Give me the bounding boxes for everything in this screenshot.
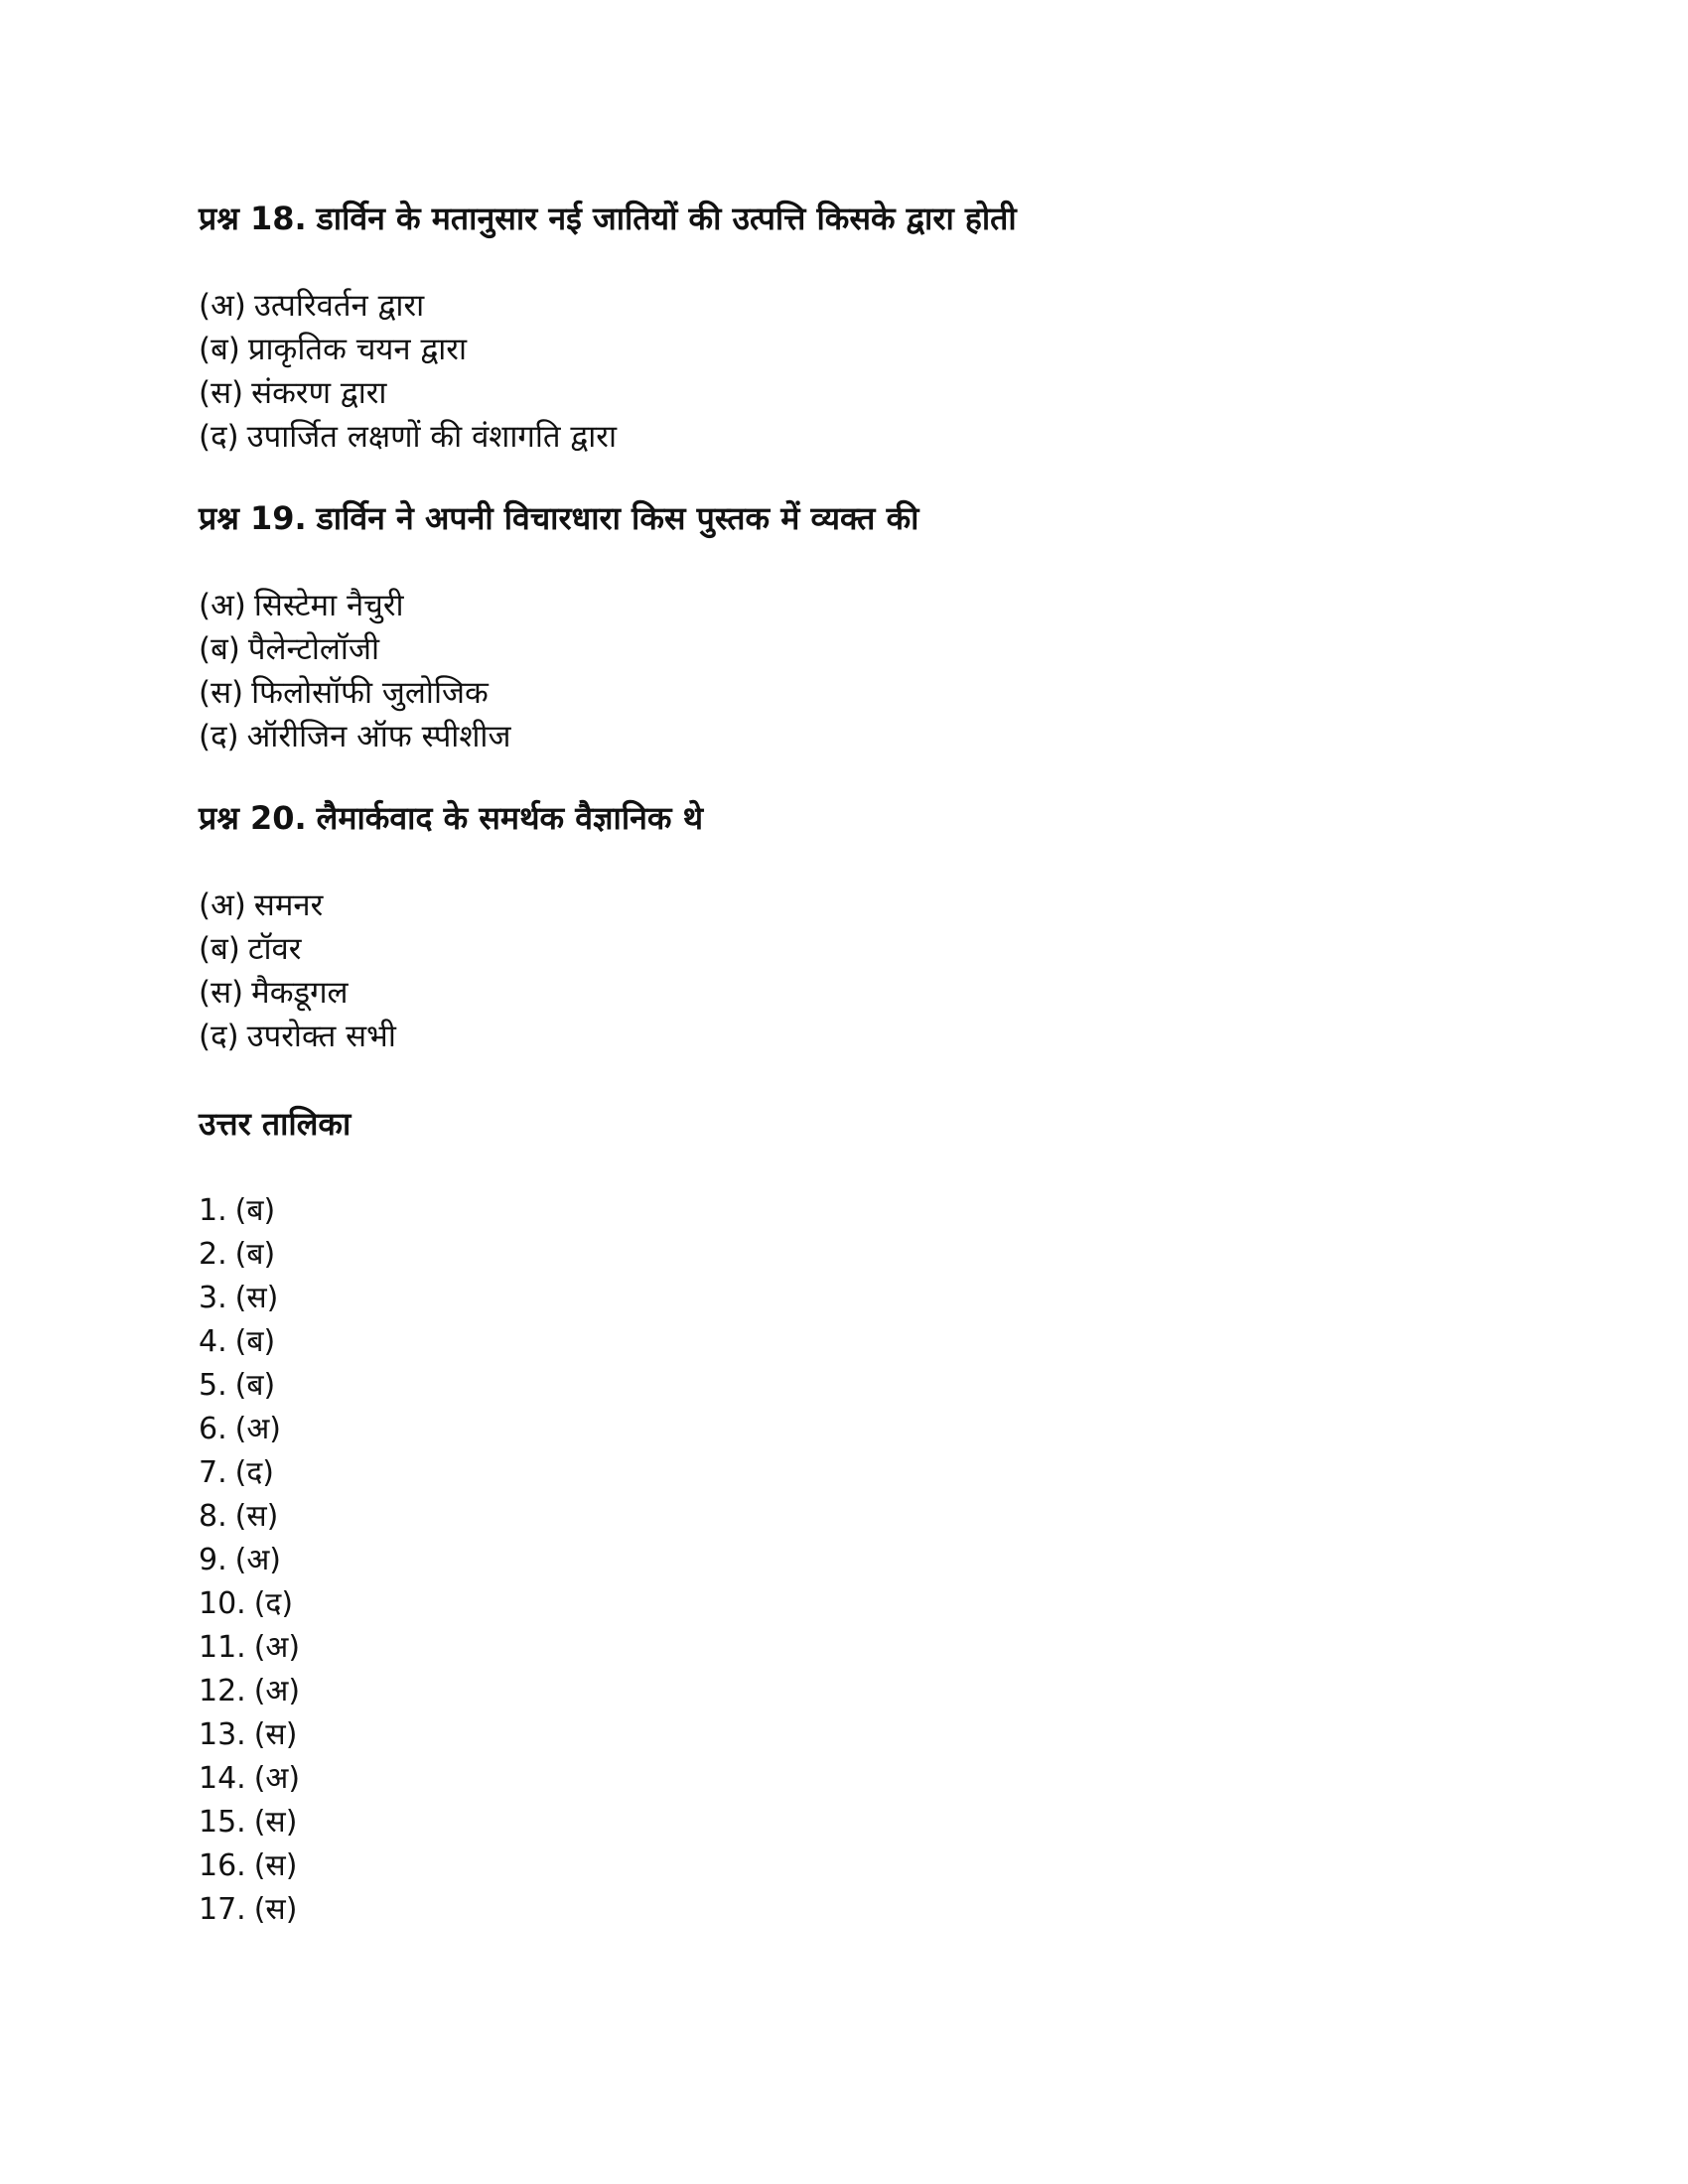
- option-d: [199, 415, 1489, 459]
- answer-number: 12.: [199, 1674, 246, 1708]
- answer-item: [199, 1277, 1489, 1320]
- answer-number: 3.: [199, 1281, 227, 1315]
- answer-item: [199, 1320, 1489, 1364]
- option-c: [199, 671, 1489, 715]
- option-key: (अ): [199, 288, 246, 324]
- option-key: (द): [199, 419, 239, 455]
- answer-value: (स): [253, 1848, 298, 1883]
- option-c: [199, 971, 1489, 1015]
- answer-item: [199, 1670, 1489, 1713]
- answer-number: 9.: [199, 1543, 227, 1577]
- answer-number: 14.: [199, 1761, 246, 1796]
- answer-value: (स): [234, 1499, 279, 1534]
- question-number: प्रश्न 19.: [199, 499, 307, 537]
- option-key: (ब): [199, 332, 240, 367]
- answer-item: [199, 1757, 1489, 1801]
- answer-item: [199, 1844, 1489, 1888]
- question-19: [199, 496, 1489, 758]
- question-text: लैमार्कवाद के समर्थक वैज्ञानिक थे: [316, 799, 704, 837]
- option-text: सिस्टेमा नैचुरी: [253, 588, 404, 623]
- answer-number: 17.: [199, 1892, 246, 1927]
- option-text: मैकडूगल: [251, 975, 349, 1011]
- answer-value: (स): [253, 1717, 298, 1752]
- answer-number: 11.: [199, 1630, 246, 1665]
- option-list: [199, 284, 1489, 459]
- option-a: [199, 584, 1489, 627]
- option-key: (स): [199, 375, 244, 411]
- option-d: [199, 1015, 1489, 1058]
- answer-value: (ब): [234, 1324, 276, 1359]
- option-text: उत्परिवर्तन द्वारा: [253, 288, 425, 324]
- answer-item: [199, 1408, 1489, 1451]
- option-text: उपार्जित लक्षणों की वंशागति द्वारा: [246, 419, 617, 455]
- option-key: (स): [199, 975, 244, 1011]
- answer-item: [199, 1495, 1489, 1539]
- option-key: (अ): [199, 887, 246, 923]
- answer-list: [199, 1189, 1489, 1932]
- answer-item: [199, 1582, 1489, 1626]
- option-text: ऑरीजिन ऑफ स्पीशीज: [246, 719, 511, 754]
- answer-number: 8.: [199, 1499, 227, 1534]
- option-text: संकरण द्वारा: [251, 375, 387, 411]
- option-key: (अ): [199, 588, 246, 623]
- answer-value: (अ): [253, 1761, 301, 1796]
- answer-value: (द): [234, 1455, 274, 1490]
- option-b: [199, 328, 1489, 371]
- option-text: टॉवर: [247, 931, 302, 967]
- answer-item: [199, 1888, 1489, 1932]
- option-d: [199, 715, 1489, 758]
- answer-number: 7.: [199, 1455, 227, 1490]
- answer-value: (द): [253, 1586, 294, 1621]
- answer-number: 16.: [199, 1848, 246, 1883]
- option-key: (स): [199, 675, 244, 711]
- answer-value: (स): [234, 1281, 279, 1315]
- answer-item: [199, 1801, 1489, 1844]
- answer-item: [199, 1189, 1489, 1233]
- answer-value: (अ): [253, 1630, 301, 1665]
- answer-value: (अ): [234, 1543, 281, 1577]
- question-title: [199, 796, 1489, 840]
- answer-value: (स): [253, 1892, 298, 1927]
- option-list: [199, 584, 1489, 758]
- option-b: [199, 927, 1489, 971]
- option-key: (ब): [199, 931, 240, 967]
- option-a: [199, 284, 1489, 328]
- answer-number: 10.: [199, 1586, 246, 1621]
- answer-number: 2.: [199, 1237, 227, 1272]
- option-b: [199, 627, 1489, 671]
- question-title: [199, 496, 1489, 540]
- answer-value: (ब): [234, 1237, 276, 1272]
- answer-number: 13.: [199, 1717, 246, 1752]
- answer-item: [199, 1233, 1489, 1277]
- option-c: [199, 371, 1489, 415]
- question-number: प्रश्न 20.: [199, 799, 307, 837]
- question-title: [199, 197, 1489, 240]
- option-text: पैलेन्टोलॉजी: [247, 631, 379, 667]
- option-text: फिलोसॉफी जुलोजिक: [251, 675, 489, 711]
- question-text: डार्विन के मतानुसार नई जातियों की उत्पत्ति किसके द्वारा होती: [316, 200, 1017, 237]
- option-text: समनर: [253, 887, 324, 923]
- answer-value: (ब): [234, 1193, 276, 1228]
- question-20: [199, 796, 1489, 1058]
- answer-item: [199, 1539, 1489, 1582]
- answer-number: 15.: [199, 1805, 246, 1840]
- option-list: [199, 884, 1489, 1058]
- answer-number: 1.: [199, 1193, 227, 1228]
- answer-value: (अ): [234, 1412, 281, 1446]
- answer-item: [199, 1364, 1489, 1408]
- option-key: (द): [199, 1019, 239, 1054]
- answer-number: 6.: [199, 1412, 227, 1446]
- answer-key-title: उत्तर तालिका: [199, 1105, 352, 1143]
- option-key: (द): [199, 719, 239, 754]
- answer-value: (ब): [234, 1368, 276, 1403]
- answer-number: 4.: [199, 1324, 227, 1359]
- question-number: प्रश्न 18.: [199, 200, 307, 237]
- option-key: (ब): [199, 631, 240, 667]
- answer-item: [199, 1626, 1489, 1670]
- answer-value: (अ): [253, 1674, 301, 1708]
- question-18: [199, 197, 1489, 459]
- option-text: प्राकृतिक चयन द्वारा: [247, 332, 468, 367]
- answer-key-section: [199, 1102, 1489, 1932]
- answer-value: (स): [253, 1805, 298, 1840]
- answer-item: [199, 1713, 1489, 1757]
- option-text: उपरोक्त सभी: [246, 1019, 396, 1054]
- question-text: डार्विन ने अपनी विचारधारा किस पुस्तक में व्यक्त की: [316, 499, 919, 537]
- option-a: [199, 884, 1489, 927]
- answer-item: [199, 1451, 1489, 1495]
- answer-number: 5.: [199, 1368, 227, 1403]
